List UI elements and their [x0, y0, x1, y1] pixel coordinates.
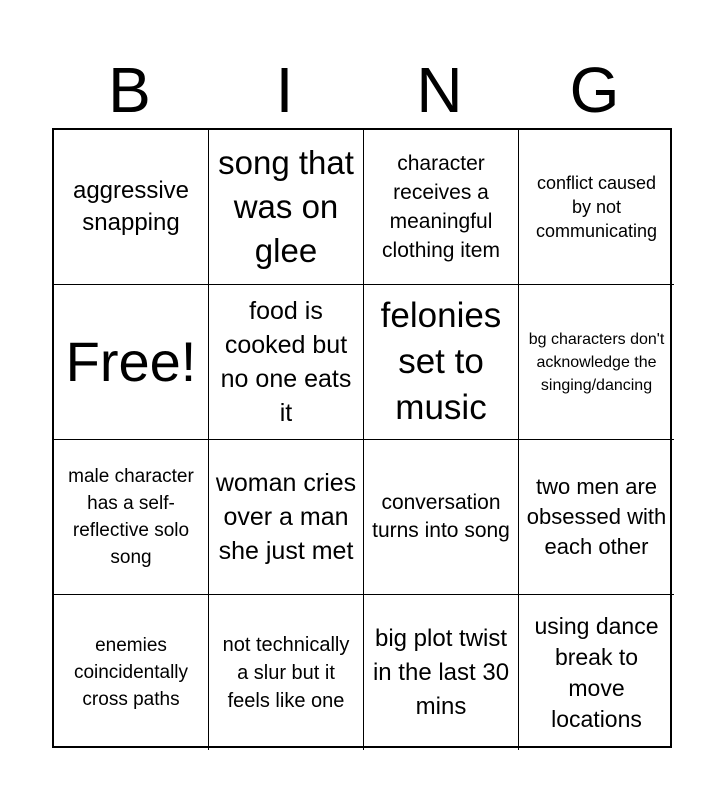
cell-text: bg characters don't acknowledge the singing/dancing	[528, 330, 665, 394]
bingo-cell[interactable]	[209, 440, 364, 595]
cell-text: enemies coincidentally cross paths	[73, 635, 189, 710]
cell-text: character receives a meaningful clothing item	[382, 152, 500, 262]
bingo-cell[interactable]	[519, 595, 674, 750]
bingo-cell[interactable]	[54, 440, 209, 595]
cell-text: aggressive snapping	[72, 177, 190, 236]
header-letter-i: I	[275, 54, 294, 126]
header-letter-g: G	[569, 54, 620, 126]
bingo-cell[interactable]	[209, 285, 364, 440]
bingo-cell[interactable]	[519, 440, 674, 595]
cell-text: using dance break to move locations	[534, 612, 659, 732]
header-letter-b: B	[108, 54, 151, 126]
bingo-cell[interactable]	[364, 285, 519, 440]
bingo-cell[interactable]	[364, 130, 519, 285]
cell-text: felonies set to music	[380, 296, 502, 427]
free-space-text: Free!	[65, 330, 197, 393]
cell-text: two men are obsessed with each other	[526, 474, 667, 559]
cell-text: big plot twist in the last 30 mins	[372, 624, 510, 720]
cell-text: conflict caused by not communicating	[535, 173, 658, 241]
header-letter-n: N	[416, 54, 463, 126]
bingo-cell[interactable]	[519, 130, 674, 285]
bingo-header	[52, 55, 672, 125]
cell-text: woman cries over a man she just met	[215, 469, 357, 565]
bingo-cell[interactable]	[54, 130, 209, 285]
bingo-cell[interactable]	[519, 285, 674, 440]
bingo-cell[interactable]	[364, 595, 519, 750]
bingo-cell[interactable]	[209, 595, 364, 750]
bingo-cell[interactable]	[364, 440, 519, 595]
bingo-cell[interactable]	[209, 130, 364, 285]
free-space-cell[interactable]	[54, 285, 209, 440]
bingo-cell[interactable]	[54, 595, 209, 750]
cell-text: conversation turns into song	[372, 491, 510, 542]
cell-text: food is cooked but no one eats it	[220, 297, 352, 427]
cell-text: song that was on glee	[218, 144, 354, 269]
bingo-grid	[52, 128, 672, 748]
cell-text: male character has a self-reflective solo song	[68, 466, 194, 568]
cell-text: not technically a slur but it feels like one	[222, 633, 350, 712]
